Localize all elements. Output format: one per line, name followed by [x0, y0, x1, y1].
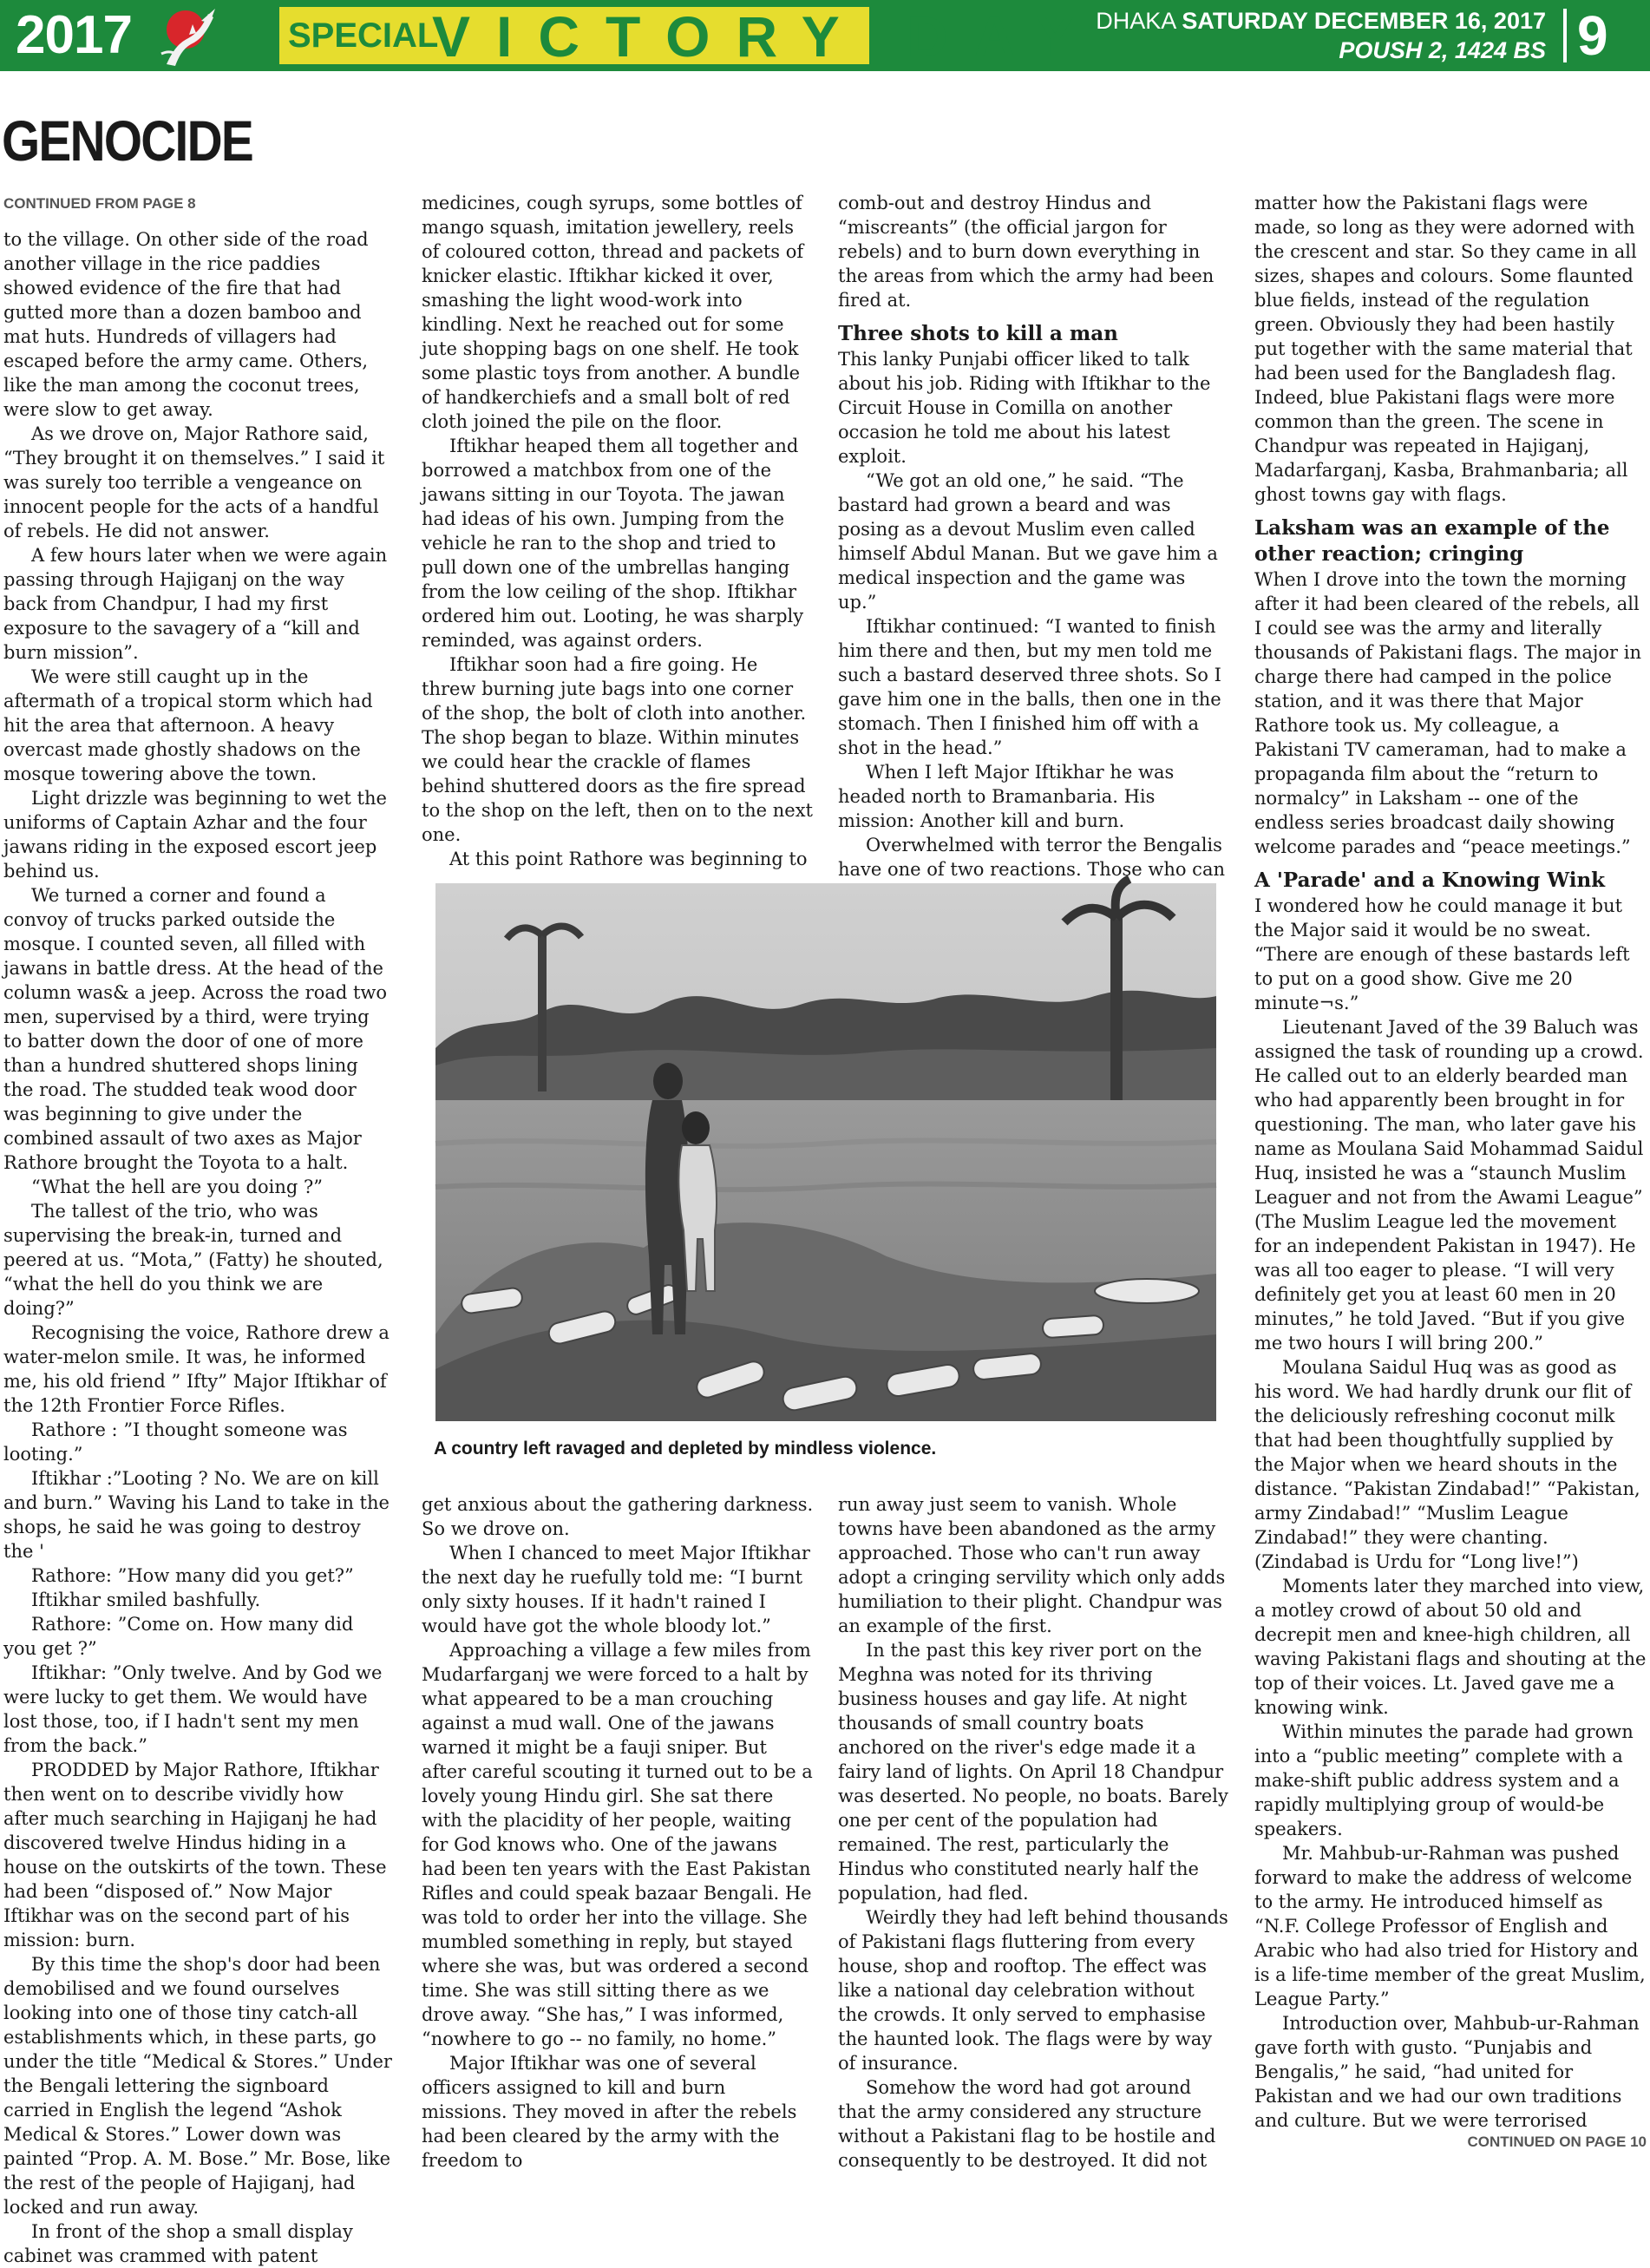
article-column-3-bottom	[838, 1492, 1228, 2171]
paragraph: Major Iftikhar was one of several officers assigned to kill and burn missions. They moved in after the rebels had been cleared by the army with the freedom to	[422, 2053, 797, 2171]
paragraph: At this point Rathore was beginning to	[449, 849, 808, 869]
subheading-laksham: Laksham was an example of the other reaction; cringing	[1254, 516, 1610, 566]
paragraph: Iftikhar soon had a fire going. He threw burning jute bags into one corner of the shop, the bolt of cloth into another. The shop began to blaze. Within minutes we could hear the crackle of flames behind shuttered doors as the fire spread to the shop on the left, then on to the next one.	[422, 654, 813, 845]
continued-from-label: CONTINUED FROM PAGE 8	[3, 195, 196, 212]
paragraph: PRODDED by Major Rathore, Iftikhar then went on to describe vividly how after much searching in Hajiganj he had discovered twelve Hindus hiding in a house on the outskirts of the town. These had been “disposed of.” Now Major Iftikhar was on the second part of his mission: burn.	[3, 1760, 387, 1950]
page-number: 9	[1577, 4, 1608, 67]
paragraph: A few hours later when we were again passing through Hajiganj on the way back from Chandpur, I had my first exposure to the savagery of a “kill and burn mission”.	[3, 545, 388, 663]
photo-caption: A country left ravaged and depleted by mindless violence.	[434, 1439, 937, 1458]
paragraph: Moulana Saidul Huq was as good as his word. We had hardly drunk our flit of the deliciously refreshing coconut milk that had been thoughtfully supplied by the Major when we heard shouts in the distance. “Pakistan Zindabad!” “Pakistan, army Zindabad!” “Muslim League Zindabad!” they were chanting. (Zindabad is Urdu for “Long live!”)	[1254, 1357, 1640, 1572]
paragraph: In the past this key river port on the Meghna was noted for its thriving business houses and gay life. At night thousands of small country boats anchored on the river's edge made it a fairy land of lights. On April 18 Chandpur was deserted. No people, no boats. Barely one per cent of the population had remained. The rest, particularly the Hindus who constituted nearly half the population, had fled.	[838, 1640, 1228, 1904]
paragraph: Light drizzle was beginning to wet the uniforms of Captain Azhar and the four jawans riding in the exposed escort jeep behind us.	[3, 788, 387, 882]
article-column-2-bottom	[422, 1492, 814, 2171]
masthead-title: VICTORY DAY	[432, 4, 1101, 69]
paragraph: Moments later they marched into view, a motley crowd of about 50 old and decrepit men and knee-high children, all waving Pakistani flags and shouting at the top of their voices. Lt. Javed gave me a knowing wink.	[1254, 1576, 1647, 1718]
paragraph: By this time the shop's door had been demobilised and we found ourselves looking into one of those tiny catch-all establishments which, in these parts, go under the title “Medical & Stores.” Under the Bengali lettering the signboard carried in English the legend “Ashok Medical & Stores.” Lower down was painted “Prop. A. M. Bose.” Mr. Bose, like the rest of the people of Hajiganj, had locked and run away.	[3, 1954, 392, 2218]
paragraph: When I drove into the town the morning after it had been cleared of the rebels, all I could see was the army and literally thousands of Pakistani flags. The major in charge there had camped in the police station, and it was there that Major Rathore took us. My colleague, a Pakistani TV cameraman, had to make a propaganda film about the “return to normalcy” in Laksham -- one of the endless series broadcast daily showing welcome parades and “peace meetings.”	[1254, 569, 1642, 857]
article-column-3-top	[838, 191, 1228, 880]
paragraph: The tallest of the trio, who was supervising the break-in, turned and peered at us. “Mota,” (Fatty) he shouted, “what the hell do you think we are doing?”	[3, 1201, 383, 1319]
paragraph: Lieutenant Javed of the 39 Baluch was assigned the task of rounding up a crowd. He called out to an elderly bearded man who had apparently been brought in for questioning. The man, who later gave his name as Moulana Said Mohammad Saidul Huq, insisted he was a “staunch Muslim Leaguer and not from the Awami League” (The Muslim League led the movement for an independent Pakistan in 1947). He was all too eager to please. “I will very definitely get you at least 60 men in 20 minutes,” he told Javed. “But if you give me two hours I will bring 200.”	[1254, 1017, 1644, 1354]
paragraph: Weirdly they had left behind thousands of Pakistani flags fluttering from every house, shop and rooftop. The effect was like a national day celebration without the crowds. It only served to emphasise the haunted look. The flags were by way of insurance.	[838, 1907, 1228, 2074]
paragraph: When I left Major Iftikhar he was headed north to Bramanbaria. His mission: Another kill and burn.	[838, 762, 1175, 831]
paragraph: As we drove on, Major Rathore said, “They brought it on themselves.” I said it was surely too terrible a vengeance on innocent people for the acts of a handful of rebels. He did not answer.	[3, 423, 385, 541]
paragraph: Iftikhar smiled bashfully.	[31, 1590, 261, 1610]
paragraph: to the village. On other side of the road another village in the rice paddies showed evidence of the fire that had gutted more than a dozen bamboo and mat huts. Hundreds of villagers had escaped before the army came. Others, like the man among the coconut trees, were slow to get away.	[3, 229, 369, 420]
paragraph: I wondered how he could manage it but the Major said it would be no sweat. “There are enough of these bastards left to put on a good show. Give me 20 minute¬s.”	[1254, 895, 1630, 1013]
paragraph: Overwhelmed with terror the Bengalis have one of two reactions. Those who can	[838, 835, 1225, 880]
paragraph: run away just seem to vanish. Whole towns have been abandoned as the army approached. Those who can't run away adopt a cringing servility which only adds humiliation to their plight. Chandpur was an example of the first.	[838, 1494, 1226, 1636]
paragraph: Rathore: ”How many did you get?”	[31, 1565, 354, 1586]
article-column-2-top	[422, 191, 814, 869]
paragraph: medicines, cough syrups, some bottles of mango squash, imitation jewellery, reels of coloured cotton, thread and packets of knicker elastic. Iftikhar kicked it over, smashing the light wood-work into kindling. Next he reached out for some jute shopping bags on one shelf. He took some plastic toys from another. A bundle of handkerchiefs and a small bolt of red cloth joined the pile on the floor.	[422, 193, 804, 432]
masthead-divider	[1563, 9, 1567, 62]
paragraph: Iftikhar heaped them all together and borrowed a matchbox from one of the jawans sitting in our Toyota. The jawan had ideas of his own. Jumping from the vehicle he ran to the shop and tried to pull down one of the umbrellas hanging from the low ceiling of the shop. Iftikhar ordered him out. Looting, he was sharply reminded, was against orders.	[422, 436, 804, 651]
continued-on-label: CONTINUED ON PAGE 10	[1467, 2134, 1647, 2150]
article-photo	[435, 883, 1216, 1421]
paragraph: Introduction over, Mahbub-ur-Rahman gave forth with gusto. “Punjabis and Bengalis,” he said, “had united for Pakistan and we had our own traditions and culture. But we were terrorised	[1254, 2013, 1640, 2131]
paragraph: Somehow the word had got around that the army considered any structure without a Pakistani flag to be hostile and consequently to be destroyed. It did not	[838, 2077, 1216, 2171]
masthead-bangla-date: POUSH 2, 1424 BS	[1339, 37, 1546, 63]
paragraph: We were still caught up in the aftermath of a tropical storm which had hit the area that afternoon. A heavy overcast made ghostly shadows on the mosque towering above the town.	[3, 666, 373, 784]
paragraph: Mr. Mahbub-ur-Rahman was pushed forward to make the address of welcome to the army. He introduced himself as “N.F. College Professor of English and Arabic who had also tried for History and is a life-time member of the great Muslim, League Party.”	[1254, 1843, 1646, 2009]
article-column-1	[3, 227, 392, 2266]
paragraph: Recognising the voice, Rathore drew a water-melon smile. It was, he informed me, his old friend ” Ifty” Major Iftikhar of the 12th Frontier Force Rifles.	[3, 1322, 390, 1416]
section-title: GENOCIDE	[2, 108, 253, 173]
paragraph: matter how the Pakistani flags were made, so long as they were adorned with the crescent and star. So they came in all sizes, shapes and colours. Some flaunted blue fields, instead of the regulation green. Obviously they had been hastily put together with the same material that had been used for the Bangladesh flag. Indeed, blue Pakistani flags were more common than the green. The scene in Chandpur was repeated in Hajiganj, Madarfarganj, Kasba, Brahmanbaria; all ghost towns gay with flags.	[1254, 193, 1637, 505]
paragraph: In front of the shop a small display cabinet was crammed with patent	[3, 2221, 353, 2266]
paragraph: Iftikhar continued: “I wanted to finish him there and then, but my men told me such a bastard deserved three shots. So I gave him one in the balls, then one in the stomach. Then I finished him off with a shot in the head.”	[838, 616, 1221, 758]
paragraph: “We got an old one,” he said. “The bastard had grown a beard and was posing as a devout Muslim even called himself Abdul Manan. But we gave him a medical inspection and the game was up.”	[838, 470, 1218, 613]
masthead-year: 2017	[16, 5, 132, 65]
paragraph: This lanky Punjabi officer liked to talk about his job. Riding with Iftikhar to the Circuit House in Comilla on another occasion he told me about his latest exploit.	[838, 349, 1211, 467]
paragraph: Rathore: ”Come on. How many did you get ?”	[3, 1614, 354, 1659]
masthead-date: SATURDAY DECEMBER 16, 2017	[1182, 8, 1546, 34]
victory-emblem-icon	[141, 3, 236, 68]
paragraph: Within minutes the parade had grown into a “public meeting” complete with a make-shift public address system and a rapidly multiplying group of would-be speakers.	[1254, 1721, 1634, 1839]
paragraph: comb-out and destroy Hindus and “miscreants” (the official jargon for rebels) and to burn down everything in the areas from which the army had been fired at.	[838, 193, 1215, 311]
paragraph: Iftikhar :”Looting ? No. We are on kill and burn.” Waving his Land to take in the shops, he said he was going to destroy the '	[3, 1468, 390, 1562]
subheading-parade: A 'Parade' and a Knowing Wink	[1254, 869, 1606, 892]
paragraph: Iftikhar: ”Only twelve. And by God we were lucky to get them. We would have lost those, too, if I hadn't sent my men from the back.”	[3, 1662, 383, 1756]
photo-illustration	[435, 883, 1216, 1421]
subheading-three-shots: Three shots to kill a man	[838, 322, 1118, 345]
paragraph: Rathore : ”I thought someone was looting.”	[3, 1419, 348, 1465]
article-column-4	[1254, 191, 1647, 2131]
masthead-city: DHAKA	[1096, 8, 1175, 34]
paragraph: We turned a corner and found a convoy of trucks parked outside the mosque. I counted seven, all filled with jawans in battle dress. At the head of the column was& a jeep. Across the road two men, supervised by a third, were trying to batter down the door of one of more than a hundred shuttered shops lining the road. The studded teak wood door was beginning to give under the combined assault of two axes as Major Rathore brought the Toyota to a halt.	[3, 885, 388, 1173]
paragraph: Approaching a village a few miles from Mudarfarganj we were forced to a halt by what appeared to be a man crouching against a mud wall. One of the jawans warned it might be a fauji sniper. But after careful scouting it turned out to be a lovely young Hindu girl. She sat there with the placidity of her people, waiting for God knows who. One of the jawans had been ten years with the East Pakistan Rifles and could speak bazaar Bengali. He was told to order her into the village. She mumbled something in reply, but stayed where she was, but was ordered a second time. She was still sitting there as we drove away. “She has,” I was informed, “nowhere to go -- no family, no home.”	[422, 1640, 813, 2049]
paragraph: When I chanced to meet Major Iftikhar the next day he ruefully told me: “I burnt only sixty houses. If it hadn't rained I would have got the whole bloody lot.”	[422, 1543, 810, 1636]
masthead	[0, 0, 1650, 71]
masthead-dateline	[1096, 7, 1546, 35]
paragraph: “What the hell are you doing ?”	[31, 1177, 323, 1197]
masthead-special: SPECIAL	[288, 16, 439, 55]
paragraph: get anxious about the gathering darkness. So we drove on.	[422, 1494, 814, 1539]
